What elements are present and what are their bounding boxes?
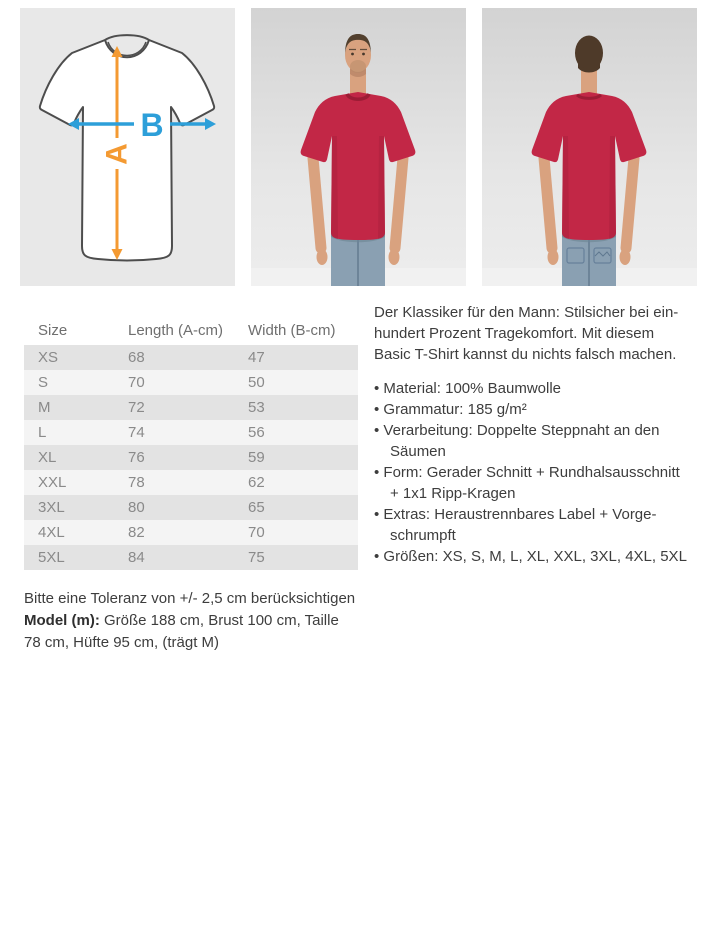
model-label: Model (m):: [24, 612, 100, 629]
model-back-illustration: [482, 8, 697, 286]
description-line: • Material: 100% Baumwolle: [374, 380, 562, 397]
table-row: [24, 395, 358, 420]
table-row: [24, 520, 358, 545]
cell-width: 50: [248, 374, 265, 391]
cell-size: XL: [38, 449, 57, 466]
label-a: A: [100, 143, 134, 165]
cell-length: 68: [128, 349, 145, 366]
table-row: [24, 370, 358, 395]
cell-length: 70: [128, 374, 145, 391]
cell-length: 78: [128, 474, 145, 491]
product-image-size-diagram: [20, 8, 235, 286]
product-image-model-front: [251, 8, 466, 286]
table-row: [24, 345, 358, 370]
cell-length: 72: [128, 399, 145, 416]
size-table: [24, 316, 358, 570]
cell-length: 82: [128, 524, 145, 541]
cell-width: 75: [248, 549, 265, 566]
product-description: [374, 302, 714, 567]
tolerance-line: Bitte eine Toleranz von +/- 2,5 cm berücksichtigen: [24, 590, 356, 607]
model-front-illustration: [251, 8, 466, 286]
description-line: [374, 365, 714, 378]
description-line: schrumpft: [390, 527, 456, 544]
cell-size: 3XL: [38, 499, 65, 516]
cell-width: 59: [248, 449, 265, 466]
description-line: Säumen: [390, 443, 446, 460]
cell-size: S: [38, 374, 49, 391]
label-b: B: [140, 107, 164, 143]
table-row: [24, 470, 358, 495]
table-row: [24, 545, 358, 570]
tolerance-note: [24, 588, 374, 654]
description-line: + 1x1 Ripp-Kragen: [390, 485, 516, 502]
model-info-line1: Model (m): Größe 188 cm, Brust 100 cm, Taille: [24, 612, 339, 629]
product-image-model-back: [482, 8, 697, 286]
beard: [350, 60, 366, 73]
cell-size: 5XL: [38, 549, 65, 566]
cell-length: 84: [128, 549, 145, 566]
description-line: hundert Prozent Tragekomfort. Mit diesem: [374, 325, 655, 342]
description-line: Der Klassiker für den Mann: Stilsicher bei ein-: [374, 304, 679, 321]
table-row: [24, 445, 358, 470]
column-header-width: Width (B-cm): [248, 322, 336, 339]
cell-length: 74: [128, 424, 145, 441]
model-info-line2: 78 cm, Hüfte 95 cm, (trägt M): [24, 634, 220, 651]
cell-width: 65: [248, 499, 265, 516]
product-image-row: [20, 8, 697, 286]
cell-size: 4XL: [38, 524, 65, 541]
description-line: • Extras: Heraustrennbares Label + Vorge-: [374, 506, 657, 523]
cell-width: 47: [248, 349, 265, 366]
description-line: • Form: Gerader Schnitt + Rundhalsausschnitt: [374, 464, 680, 481]
cell-size: XXL: [38, 474, 67, 491]
cell-size: L: [38, 424, 47, 441]
column-header-length: Length (A-cm): [128, 322, 224, 339]
description-line: • Größen: XS, S, M, L, XL, XXL, 3XL, 4XL, 5XL: [374, 548, 687, 565]
cell-length: 76: [128, 449, 145, 466]
cell-size: XS: [38, 349, 59, 366]
description-line: • Verarbeitung: Doppelte Steppnaht an den: [374, 422, 660, 439]
tshirt-measurement-diagram: [20, 8, 235, 286]
size-table-header: [24, 316, 358, 345]
cell-width: 62: [248, 474, 265, 491]
description-line: • Grammatur: 185 g/m²: [374, 401, 527, 418]
cell-size: M: [38, 399, 51, 416]
table-row: [24, 420, 358, 445]
cell-length: 80: [128, 499, 145, 516]
table-row: [24, 495, 358, 520]
cell-width: 56: [248, 424, 265, 441]
cell-width: 70: [248, 524, 265, 541]
size-table-body: [24, 345, 358, 570]
column-header-size: Size: [38, 322, 68, 339]
description-line: Basic T-Shirt kannst du nichts falsch machen.: [374, 346, 677, 363]
cell-width: 53: [248, 399, 265, 416]
